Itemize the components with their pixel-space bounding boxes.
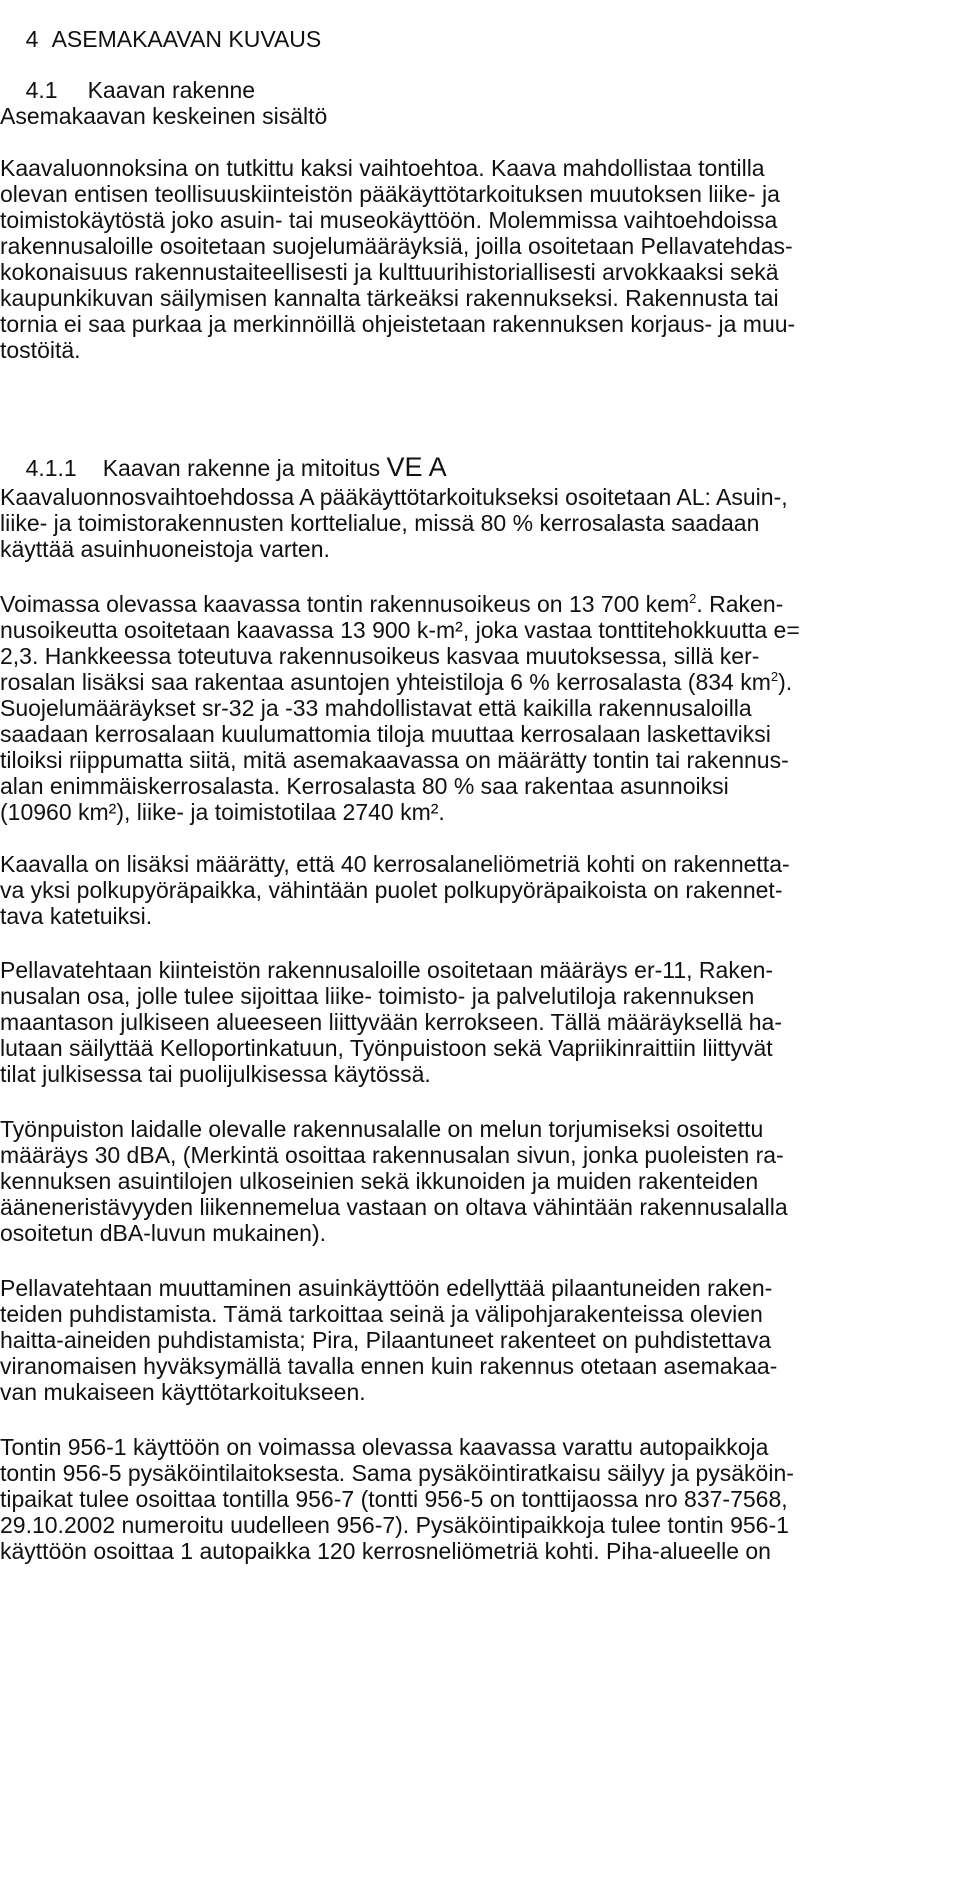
paragraph-text: . Raken- <box>696 591 784 617</box>
paragraph-line: Pellavatehtaan muuttaminen asuinkäyttöön edellyttää pilaantuneiden raken- <box>0 1275 773 1301</box>
paragraph-line: (10960 km²), liike- ja toimistotilaa 2740 km². <box>0 799 445 825</box>
content-heading: Asemakaavan keskeinen sisältö <box>0 103 328 129</box>
paragraph-line: Tontin 956-1 käyttöön on voimassa olevassa kaavassa varattu autopaikkoja <box>0 1434 769 1460</box>
paragraph-line: olevan entisen teollisuuskiinteistön pääkäyttötarkoituksen muutoksen liike- ja <box>0 181 780 207</box>
paragraph-line: tontin 956-5 pysäköintilaitoksesta. Sama pysäköintiratkaisu säilyy ja pysäköin- <box>0 1460 794 1486</box>
paragraph-line: rakennusaloille osoitetaan suojelumääräyksiä, joilla osoitetaan Pellavatehdas- <box>0 233 793 259</box>
paragraph-line: alan enimmäiskerrosalasta. Kerrosalasta 80 % saa rakentaa asunnoiksi <box>0 773 729 799</box>
paragraph-line <box>0 669 958 695</box>
paragraph-line: nusoikeutta osoitetaan kaavassa 13 900 k-m², joka vastaa tonttitehokkuutta e= <box>0 617 800 643</box>
intro-paragraph <box>0 155 958 363</box>
paragraph-line: kaupunkikuvan säilymisen kannalta tärkeäksi rakennukseksi. Rakennusta tai <box>0 285 779 311</box>
paragraph-line: teiden puhdistamista. Tämä tarkoittaa seinä ja välipohjarakenteissa olevien <box>0 1301 763 1327</box>
paragraph-line: tipaikat tulee osoittaa tontilla 956-7 (tontti 956-5 on tonttijaossa nro 837-7568, <box>0 1486 788 1512</box>
paragraph-line: va yksi polkupyöräpaikka, vähintään puolet polkupyöräpaikoista on rakennet- <box>0 877 783 903</box>
paragraph-line: kennuksen asuintilojen ulkoseinien sekä ikkunoiden ja muiden rakenteiden <box>0 1168 759 1194</box>
paragraph-line: kokonaisuus rakennustaiteellisesti ja kulttuurihistoriallisesti arvokkaaksi sekä <box>0 259 779 285</box>
paragraph-line: maantason julkiseen alueeseen liittyvään kerrokseen. Tällä määräyksellä ha- <box>0 1009 782 1035</box>
paragraph-line: saadaan kerrosalaan kuulumattomia tiloja muuttaa kerrosalaan laskettaviksi <box>0 721 771 747</box>
paragraph-line: Kaavalla on lisäksi määrätty, että 40 kerrosalaneliömetriä kohti on rakennetta- <box>0 851 790 877</box>
paragraph-line: osoitetun dBA-luvun mukainen). <box>0 1220 327 1246</box>
paragraph-line: tostöitä. <box>0 337 81 363</box>
paragraph-line: ääneneristävyyden liikennemelua vastaan on oltava vähintään rakennusalalla <box>0 1194 788 1220</box>
paragraph-line: toimistokäytöstä joko asuin- tai museokäyttöön. Molemmissa vaihtoehdoissa <box>0 207 778 233</box>
paragraph-line: 29.10.2002 numeroitu uudelleen 956-7). Pysäköintipaikkoja tulee tontin 956-1 <box>0 1512 789 1538</box>
subsection-title: Kaavan rakenne ja mitoitus <box>102 455 381 481</box>
paragraph-2 <box>0 591 958 825</box>
paragraph-line: viranomaisen hyväksymällä tavalla ennen kuin rakennus otetaan asemakaa- <box>0 1353 778 1379</box>
paragraph-1 <box>0 484 958 562</box>
section-number: 4.1 <box>25 77 58 103</box>
paragraph-line: Kaavaluonnoksina on tutkittu kaksi vaihtoehtoa. Kaava mahdollistaa tontilla <box>0 155 765 181</box>
paragraph-line: Suojelumääräykset sr-32 ja -33 mahdollistavat että kaikilla rakennusaloilla <box>0 695 752 721</box>
paragraph-line: tava katetuiksi. <box>0 903 153 929</box>
paragraph-line: 2,3. Hankkeessa toteutuva rakennusoikeus kasvaa muutoksessa, sillä ker- <box>0 643 760 669</box>
subsection-title-suffix: VE A <box>386 452 447 482</box>
paragraph-text: rosalan lisäksi saa rakentaa asuntojen yhteistiloja 6 % kerrosalasta (834 km <box>0 669 771 695</box>
paragraph-line: Kaavaluonnosvaihtoehdossa A pääkäyttötarkoitukseksi osoitetaan AL: Asuin-, <box>0 484 788 510</box>
paragraph-line: määräys 30 dBA, (Merkintä osoittaa rakennusalan sivun, jonka puoleisten ra- <box>0 1142 784 1168</box>
paragraph-line: tornia ei saa purkaa ja merkinnöillä ohjeistetaan rakennuksen korjaus- ja muu- <box>0 311 796 337</box>
paragraph-line: tilat julkisessa tai puolijulkisessa käytössä. <box>0 1061 431 1087</box>
paragraph-5 <box>0 1116 958 1246</box>
paragraph-line: käyttää asuinhuoneistoja varten. <box>0 536 330 562</box>
paragraph-line: haitta-aineiden puhdistamista; Pira, Pilaantuneet rakenteet on puhdistettava <box>0 1327 772 1353</box>
chapter-title: ASEMAKAAVAN KUVAUS <box>51 26 322 52</box>
paragraph-6 <box>0 1275 958 1405</box>
paragraph-line: tiloiksi riippumatta siitä, mitä asemakaavassa on määrätty tontin tai rakennus- <box>0 747 789 773</box>
paragraph-text: Voimassa olevassa kaavassa tontin rakennusoikeus on 13 700 kem <box>0 591 690 617</box>
paragraph-4 <box>0 957 958 1087</box>
section-title: Kaavan rakenne <box>87 77 256 103</box>
paragraph-7 <box>0 1434 958 1564</box>
paragraph-3 <box>0 851 958 929</box>
subsection-number: 4.1.1 <box>25 455 77 481</box>
paragraph-line: nusalan osa, jolle tulee sijoittaa liike- toimisto- ja palvelutiloja rakennuksen <box>0 983 755 1009</box>
paragraph-line: van mukaiseen käyttötarkoitukseen. <box>0 1379 366 1405</box>
paragraph-line: Työnpuiston laidalle olevalle rakennusalalle on melun torjumiseksi osoitettu <box>0 1116 764 1142</box>
paragraph-line: lutaan säilyttää Kelloportinkatuun, Työnpuistoon sekä Vapriikinraittiin liittyvät <box>0 1035 773 1061</box>
chapter-number: 4 <box>25 26 39 52</box>
paragraph-text: ). <box>778 669 793 695</box>
paragraph-line <box>0 591 958 617</box>
paragraph-line: käyttöön osoittaa 1 autopaikka 120 kerrosneliömetriä kohti. Piha-alueelle on <box>0 1538 771 1564</box>
paragraph-line: liike- ja toimistorakennusten korttelialue, missä 80 % kerrosalasta saadaan <box>0 510 760 536</box>
superscript: 2 <box>689 591 697 606</box>
superscript: 2 <box>770 669 779 684</box>
paragraph-line: Pellavatehtaan kiinteistön rakennusaloille osoitetaan määräys er-11, Raken- <box>0 957 774 983</box>
